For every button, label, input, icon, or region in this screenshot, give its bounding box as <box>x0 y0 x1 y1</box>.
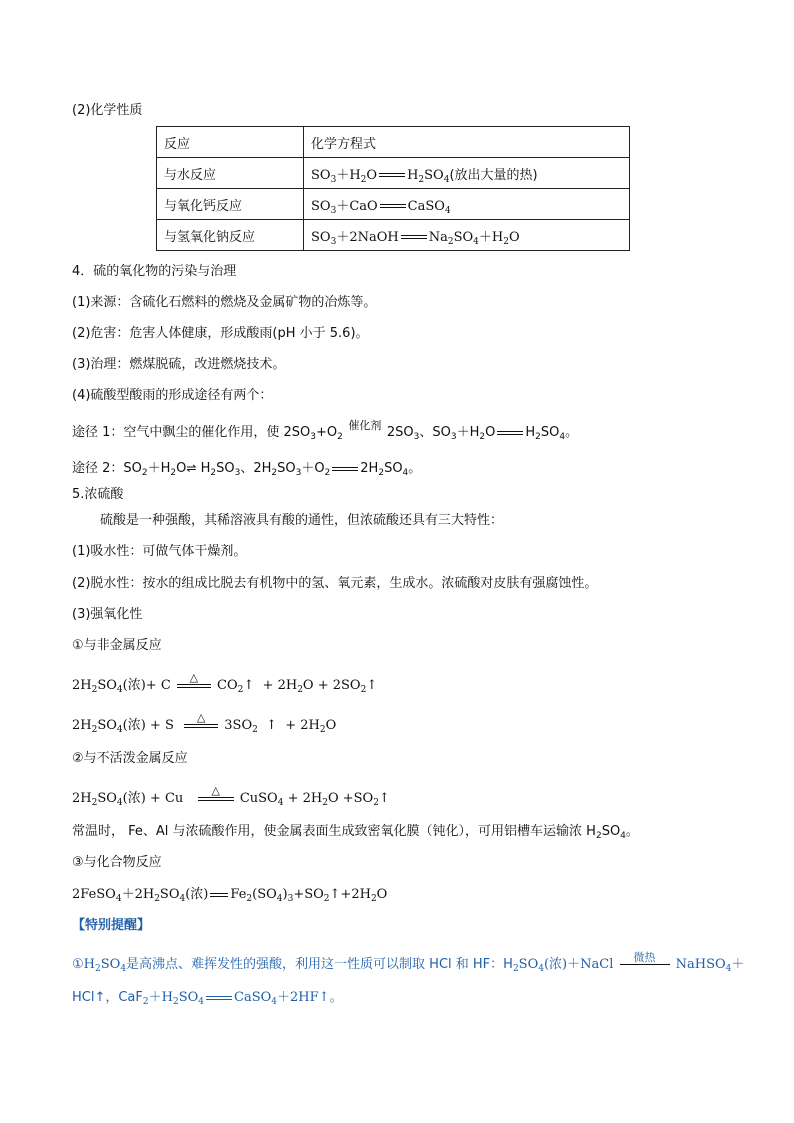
equation-sulfur: $2H_2SO_4$(浓) + S △ $3SO_2$ ↑ + $2H_2O$ <box>72 710 337 735</box>
source-text: (1)来源：含硫化石燃料的燃烧及金属矿物的冶炼等。 <box>72 295 377 310</box>
table-header-row <box>157 127 630 158</box>
heat-arrow: △ <box>177 684 211 688</box>
reactions-table <box>156 126 630 251</box>
equation-cell: $SO_3+CaO$ CaSO$_4$ <box>304 189 630 220</box>
hygroscopic-text: (1)吸水性：可做气体干燥剂。 <box>72 544 247 559</box>
equation-cell: $SO_3+2NaOH$ $Na_2SO_4+H_2O$ <box>304 220 630 251</box>
harm-text: (2)危害：危害人体健康，形成酸雨(pH 小于 5.6)。 <box>72 326 369 341</box>
equals-arrow <box>380 204 406 208</box>
catalyst-arrow: 催化剂 <box>348 419 382 432</box>
reaction-name: 与氧化钙反应 <box>157 189 304 220</box>
reaction-name: 与氢氧化钠反应 <box>157 220 304 251</box>
heat-arrow: △ <box>198 797 234 801</box>
acid-rain-paths-intro: (4)硫酸型酸雨的形成途径有两个： <box>72 388 273 403</box>
table-row <box>157 220 630 251</box>
inactive-metal-subtitle: ②与不活泼金属反应 <box>72 751 188 766</box>
path-1: 途径 1：空气中飘尘的催化作用，使 $2SO_3+O_2$ 催化剂 $2SO_3$、$SO_3+H_2O$ $H_2SO_4$。 <box>72 419 579 442</box>
treatment-text: (3)治理：燃煤脱硫，改进燃烧技术。 <box>72 357 286 372</box>
equals-arrow <box>401 235 427 239</box>
sulfuric-acid-intro: 硫酸是一种强酸，其稀溶液具有酸的通性，但浓硫酸还具有三大特性： <box>100 513 504 528</box>
table-row <box>157 158 630 189</box>
header-equation: 化学方程式 <box>304 127 630 158</box>
oxidizing-title: (3)强氧化性 <box>72 607 143 622</box>
equals-arrow <box>210 893 228 897</box>
passivation-text: 常温时， Fe、Al 与浓硫酸作用，使金属表面生成致密氧化膜（钝化），可用铝槽车运输浓 $H_2SO_4$。 <box>72 824 639 841</box>
dehydration-text: (2)脱水性：按水的组成比脱去有机物中的氢、氧元素，生成水。浓硫酸对皮肤有强腐蚀性。 <box>72 576 598 591</box>
reaction-name: 与水反应 <box>157 158 304 189</box>
reversible-arrow: ⇌ <box>186 461 197 475</box>
equals-arrow <box>497 431 523 435</box>
reminder-line-2: HCl↑，$CaF_2+H_2SO_4$ CaSO$_4$＋2HF↑。 <box>72 990 343 1007</box>
reminder-line-1: $①H_2SO_4$是高沸点、难挥发性的强酸，利用这一性质可以制取 HCl 和 HF：$H_2SO_4$(浓)＋NaCl 微热 NaHSO$_4$＋ <box>72 951 745 974</box>
heading-chemical-properties: (2)化学性质 <box>72 103 143 118</box>
equation-cell: $SO_3+H_2O$ $H_2SO_4$(放出大量的热) <box>304 158 630 189</box>
nonmetal-subtitle: ①与非金属反应 <box>72 638 162 653</box>
section-4-title: 4．硫的氧化物的污染与治理 <box>72 264 237 279</box>
path-2: 途径 2：$SO_2+H_2O\rightleftharpoons$ $H_2SO_3$、$2H_2SO_3+O_2$ $2H_2SO_4$。 <box>72 461 422 478</box>
equals-arrow <box>332 467 358 471</box>
equation-ferrous-sulfate: $2FeSO_4+2H_2SO_4$(浓) $Fe_2(SO_4)_3+SO_2↑+2H_2O$ <box>72 887 388 904</box>
equals-arrow <box>206 996 232 1000</box>
header-reaction: 反应 <box>157 127 304 158</box>
equation-carbon: $2H_2SO_4$(浓)+ C △ $CO_2↑ + 2H_2O$ + $2SO_2↑$ <box>72 670 378 695</box>
section-5-title: 5.浓硫酸 <box>72 487 124 502</box>
special-reminder-title: 【特别提醒】 <box>72 918 151 933</box>
compound-subtitle: ③与化合物反应 <box>72 855 162 870</box>
equation-copper: $2H_2SO_4$(浓) + Cu △ CuSO$_4$ + $2H_2O$ $+SO_2↑$ <box>72 783 390 808</box>
heat-arrow: △ <box>184 724 218 728</box>
heat-arrow: 微热 <box>620 964 670 965</box>
table-row <box>157 189 630 220</box>
equals-arrow <box>379 173 405 177</box>
